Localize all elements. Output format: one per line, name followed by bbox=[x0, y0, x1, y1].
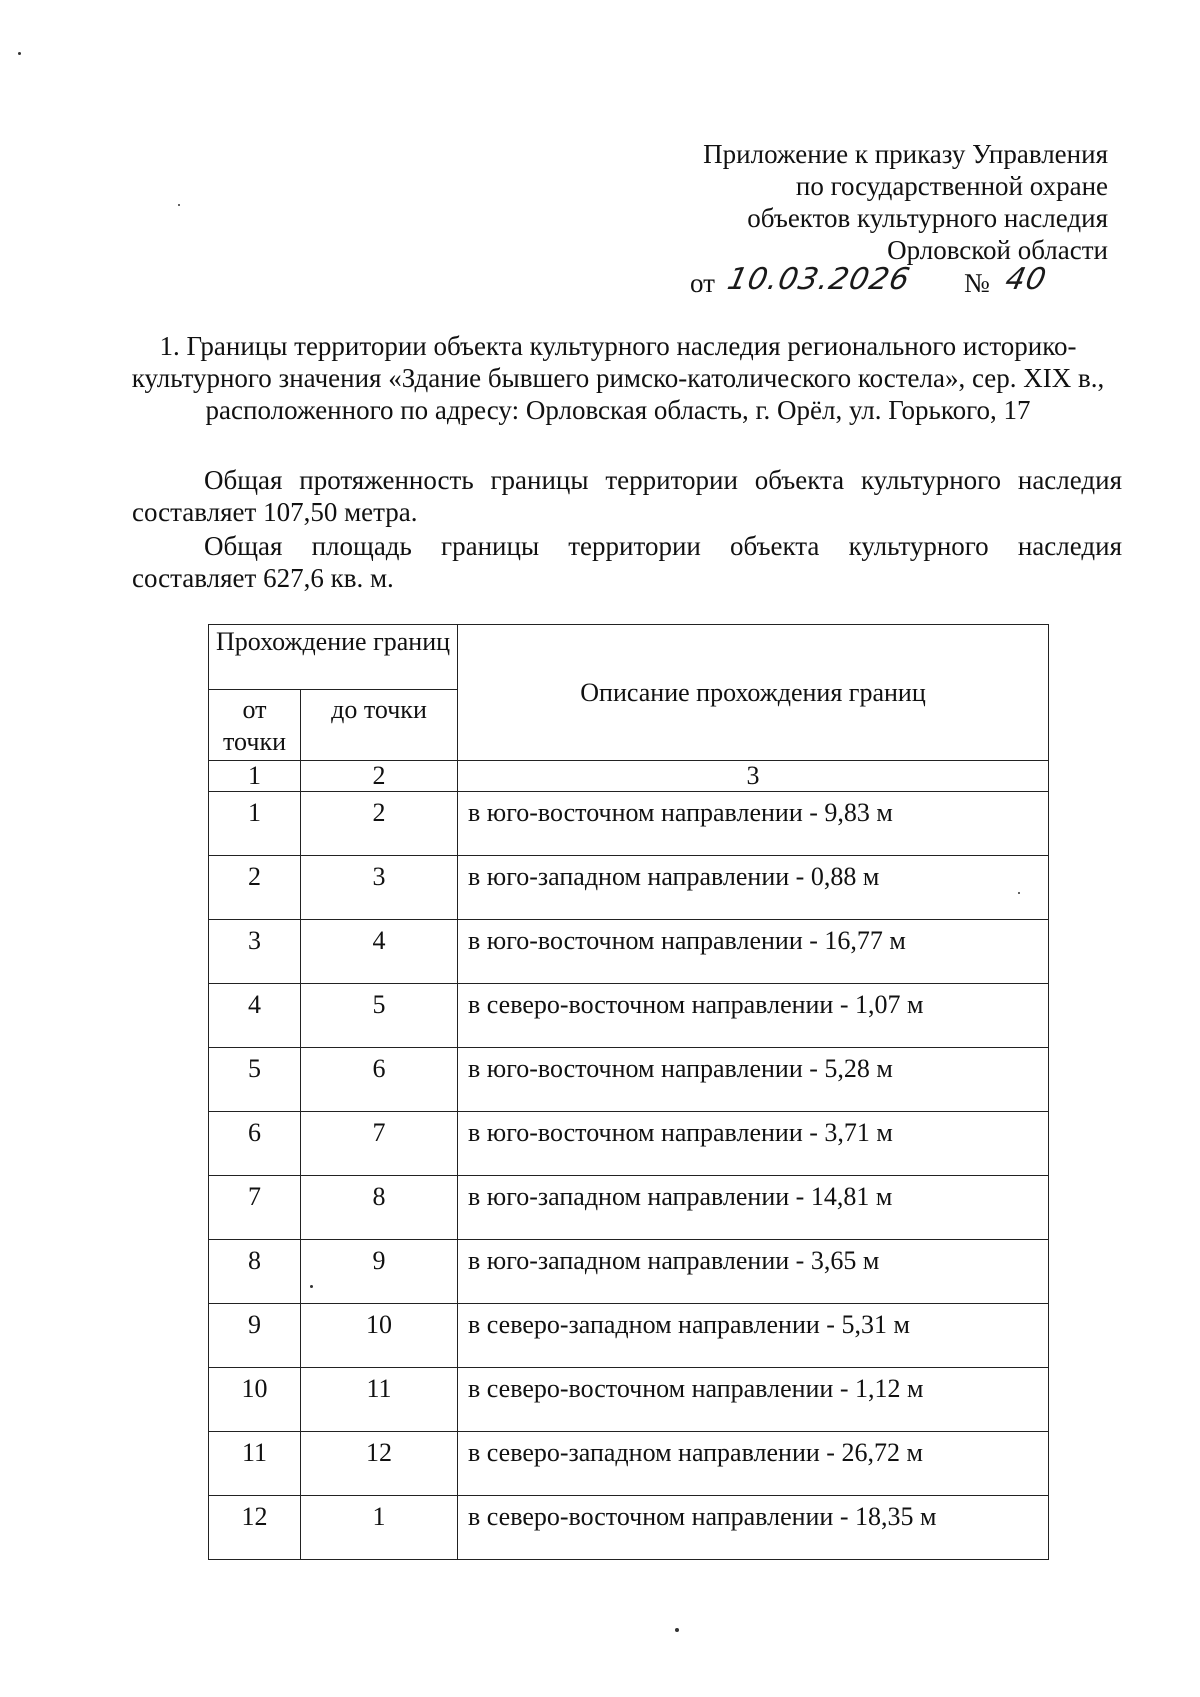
to-point: 4 bbox=[301, 920, 458, 984]
table-row bbox=[209, 1176, 1049, 1240]
handwritten-date: 10.03.2026 bbox=[724, 262, 914, 297]
boundary-description: в северо-западном направлении - 26,72 м bbox=[458, 1432, 1049, 1496]
boundary-description: в юго-восточном направлении - 3,71 м bbox=[458, 1112, 1049, 1176]
to-point: 12 bbox=[301, 1432, 458, 1496]
table-header-row bbox=[209, 625, 1049, 690]
column-index-row bbox=[209, 761, 1049, 792]
to-point: 1 bbox=[301, 1496, 458, 1560]
length-paragraph bbox=[132, 464, 1122, 528]
from-point: 11 bbox=[209, 1432, 301, 1496]
to-point: 10 bbox=[301, 1304, 458, 1368]
header-from-point: от точки bbox=[209, 690, 301, 761]
boundary-description: в юго-западном направлении - 0,88 м bbox=[458, 856, 1049, 920]
from-point: 1 bbox=[209, 792, 301, 856]
table-row bbox=[209, 984, 1049, 1048]
paragraph-line: составляет 627,6 кв. м. bbox=[132, 563, 394, 593]
header-to-point: до точки bbox=[301, 690, 458, 761]
boundary-description: в юго-западном направлении - 3,65 м bbox=[458, 1240, 1049, 1304]
boundary-description: в юго-восточном направлении - 9,83 м bbox=[458, 792, 1049, 856]
table-row bbox=[209, 1496, 1049, 1560]
to-point: 7 bbox=[301, 1112, 458, 1176]
table-row bbox=[209, 1368, 1049, 1432]
from-point: 8 bbox=[209, 1240, 301, 1304]
boundary-description: в юго-западном направлении - 14,81 м bbox=[458, 1176, 1049, 1240]
table-row bbox=[209, 1112, 1049, 1176]
date-label: от bbox=[690, 268, 715, 298]
handwritten-number: 40 bbox=[1002, 262, 1050, 297]
column-index: 3 bbox=[458, 761, 1049, 792]
to-point: 11 bbox=[301, 1368, 458, 1432]
from-point: 9 bbox=[209, 1304, 301, 1368]
scan-speck bbox=[178, 204, 180, 206]
order-date-number bbox=[690, 262, 1110, 302]
appendix-line: объектов культурного наследия bbox=[747, 203, 1108, 233]
paragraph-line: составляет 107,50 метра. bbox=[132, 497, 418, 527]
title-line: культурного значения «Здание бывшего римско-католического костела», сер. XIX в., bbox=[131, 363, 1105, 393]
to-point: 8 bbox=[301, 1176, 458, 1240]
from-point: 10 bbox=[209, 1368, 301, 1432]
appendix-line: Приложение к приказу Управления bbox=[703, 139, 1108, 169]
from-point: 6 bbox=[209, 1112, 301, 1176]
title-line: расположенного по адресу: Орловская область, г. Орёл, ул. Горького, 17 bbox=[205, 395, 1031, 425]
header-description: Описание прохождения границ bbox=[458, 625, 1049, 761]
table-row bbox=[209, 1240, 1049, 1304]
appendix-header bbox=[703, 138, 1108, 266]
boundary-description: в северо-восточном направлении - 1,12 м bbox=[458, 1368, 1049, 1432]
to-point: 2 bbox=[301, 792, 458, 856]
table-row bbox=[209, 920, 1049, 984]
to-point: 3 bbox=[301, 856, 458, 920]
boundary-description: в северо-западном направлении - 5,31 м bbox=[458, 1304, 1049, 1368]
paragraph-line: Общая площадь границы территории объекта культурного наследия bbox=[204, 531, 1122, 561]
from-point: 3 bbox=[209, 920, 301, 984]
scan-speck bbox=[675, 1628, 679, 1632]
to-point: 5 bbox=[301, 984, 458, 1048]
boundary-description: в северо-восточном направлении - 1,07 м bbox=[458, 984, 1049, 1048]
table-row bbox=[209, 856, 1049, 920]
appendix-line: по государственной охране bbox=[795, 171, 1108, 201]
section-title bbox=[128, 330, 1108, 426]
to-point: 6 bbox=[301, 1048, 458, 1112]
boundary-description: в юго-восточном направлении - 5,28 м bbox=[458, 1048, 1049, 1112]
title-line: 1. Границы территории объекта культурного наследия регионального историко- bbox=[159, 331, 1077, 361]
from-point: 5 bbox=[209, 1048, 301, 1112]
table-row bbox=[209, 1304, 1049, 1368]
table-row bbox=[209, 1048, 1049, 1112]
table-row bbox=[209, 792, 1049, 856]
from-point: 4 bbox=[209, 984, 301, 1048]
number-label: № bbox=[964, 268, 990, 298]
area-paragraph bbox=[132, 530, 1122, 594]
appendix-line: Орловской области bbox=[887, 235, 1108, 265]
table-row bbox=[209, 1432, 1049, 1496]
paragraph-line: Общая протяженность границы территории объекта культурного наследия bbox=[204, 465, 1122, 495]
column-index: 1 bbox=[209, 761, 301, 792]
from-point: 7 bbox=[209, 1176, 301, 1240]
column-index: 2 bbox=[301, 761, 458, 792]
scan-speck bbox=[18, 52, 21, 55]
to-point: 9 bbox=[301, 1240, 458, 1304]
from-point: 2 bbox=[209, 856, 301, 920]
boundary-table bbox=[208, 624, 1049, 1560]
header-passage: Прохождение границ bbox=[209, 625, 458, 690]
boundary-description: в северо-восточном направлении - 18,35 м bbox=[458, 1496, 1049, 1560]
boundary-description: в юго-восточном направлении - 16,77 м bbox=[458, 920, 1049, 984]
from-point: 12 bbox=[209, 1496, 301, 1560]
